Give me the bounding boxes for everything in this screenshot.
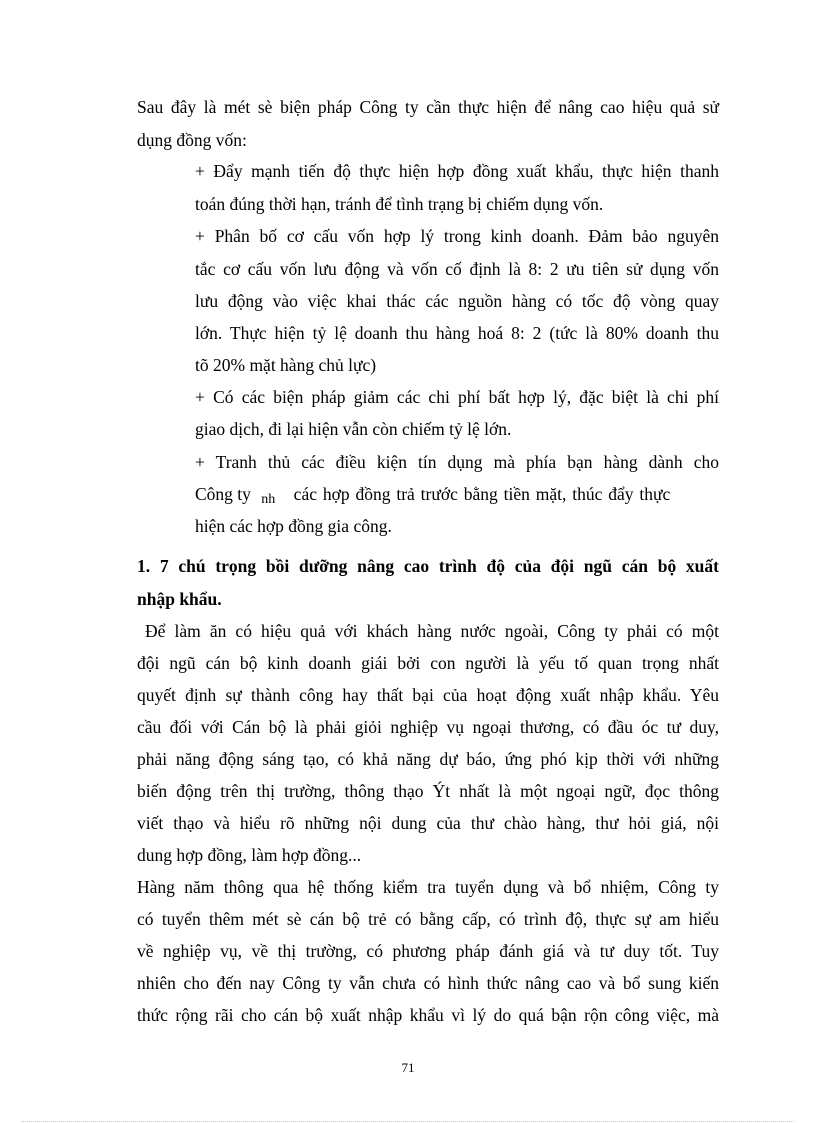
section-heading: nhập khẩu. xyxy=(137,589,222,609)
paragraph-line: đội ngũ cán bộ kinh doanh giái bởi con người là yếu tố quan trọng nhất xyxy=(137,653,719,673)
bullet-line: lớn. Thực hiện tỷ lệ doanh thu hàng hoá 8: 2 (tức là 80% doanh thu xyxy=(195,323,719,343)
paragraph-line: Sau đây là mét sè biện pháp Công ty cần thực hiện để nâng cao hiệu quả sử xyxy=(137,97,719,117)
paragraph-line: thức rộng rãi cho cán bộ xuất nhập khẩu vì lý do quá bận rộn công việc, mà xyxy=(137,1005,719,1025)
inline-fragment: nh xyxy=(261,492,276,507)
paragraph-line: nhiên cho đến nay Công ty vẫn chưa có hình thức nâng cao và bổ sung kiến xyxy=(137,973,719,993)
bullet-line xyxy=(195,483,719,508)
bullet-line: + Có các biện pháp giảm các chi phí bất hợp lý, đặc biệt là chi phí xyxy=(195,387,719,407)
paragraph-line: phải năng động sáng tạo, có khả năng dự báo, ứng phó kịp thời với những xyxy=(137,749,719,769)
line-segment: Công ty xyxy=(195,484,251,504)
bullet-line: toán đúng thời hạn, tránh để tình trạng bị chiếm dụng vốn. xyxy=(195,194,604,214)
section-heading: 1. 7 chú trọng bồi dưỡng nâng cao trình độ của đội ngũ cán bộ xuất xyxy=(137,556,719,576)
page-number: 71 xyxy=(401,1060,415,1075)
line-segment: các hợp đồng trả trước bằng tiền mặt, thúc đẩy thực xyxy=(293,484,671,504)
paragraph-line: viết thạo và hiểu rõ những nội dung của thư chào hàng, thư hỏi giá, nội xyxy=(137,813,719,833)
paragraph-line: Để làm ăn có hiệu quả với khách hàng nước ngoài, Công ty phải có một xyxy=(145,621,719,641)
paragraph-line: Hàng năm thông qua hệ thống kiểm tra tuyển dụng và bổ nhiệm, Công ty xyxy=(137,877,719,897)
bullet-line: + Đẩy mạnh tiến độ thực hiện hợp đồng xuất khẩu, thực hiện thanh xyxy=(195,161,719,181)
paragraph-line: cầu đối với Cán bộ là phải giỏi nghiệp vụ ngoại thương, có đầu óc tư duy, xyxy=(137,717,719,737)
paragraph-line: dụng đồng vốn: xyxy=(137,130,247,150)
paragraph-line: quyết định sự thành công hay thất bại của hoạt động xuất nhập khẩu. Yêu xyxy=(137,685,719,705)
paragraph-line: có tuyển thêm mét sè cán bộ trẻ có bằng cấp, có trình độ, thực sự am hiểu xyxy=(137,909,719,929)
bullet-line: tõ 20% mặt hàng chủ lực) xyxy=(195,355,377,375)
paragraph-line: về nghiệp vụ, về thị trường, có phương pháp đánh giá và tư duy tốt. Tuy xyxy=(137,941,719,961)
paragraph-line: dung hợp đồng, làm hợp đồng... xyxy=(137,845,362,865)
bullet-line: tắc cơ cấu vốn lưu động và vốn cố định là 8: 2 ưu tiên sử dụng vốn xyxy=(195,259,719,279)
bullet-line: lưu động vào việc khai thác các nguồn hàng có tốc độ vòng quay xyxy=(195,291,719,311)
bullet-line: giao dịch, đi lại hiện vẫn còn chiếm tỷ lệ lớn. xyxy=(195,419,512,439)
bullet-line: + Phân bố cơ cấu vốn hợp lý trong kinh doanh. Đảm bảo nguyên xyxy=(195,226,719,246)
paragraph-line: biến động trên thị trường, thông thạo Ýt nhất là một ngoại ngữ, đọc thông xyxy=(137,781,719,801)
bullet-line: + Tranh thủ các điều kiện tín dụng mà phía bạn hàng dành cho xyxy=(195,452,719,472)
page-bottom-rule xyxy=(22,1121,794,1122)
bullet-line: hiện các hợp đồng gia công. xyxy=(195,516,392,536)
